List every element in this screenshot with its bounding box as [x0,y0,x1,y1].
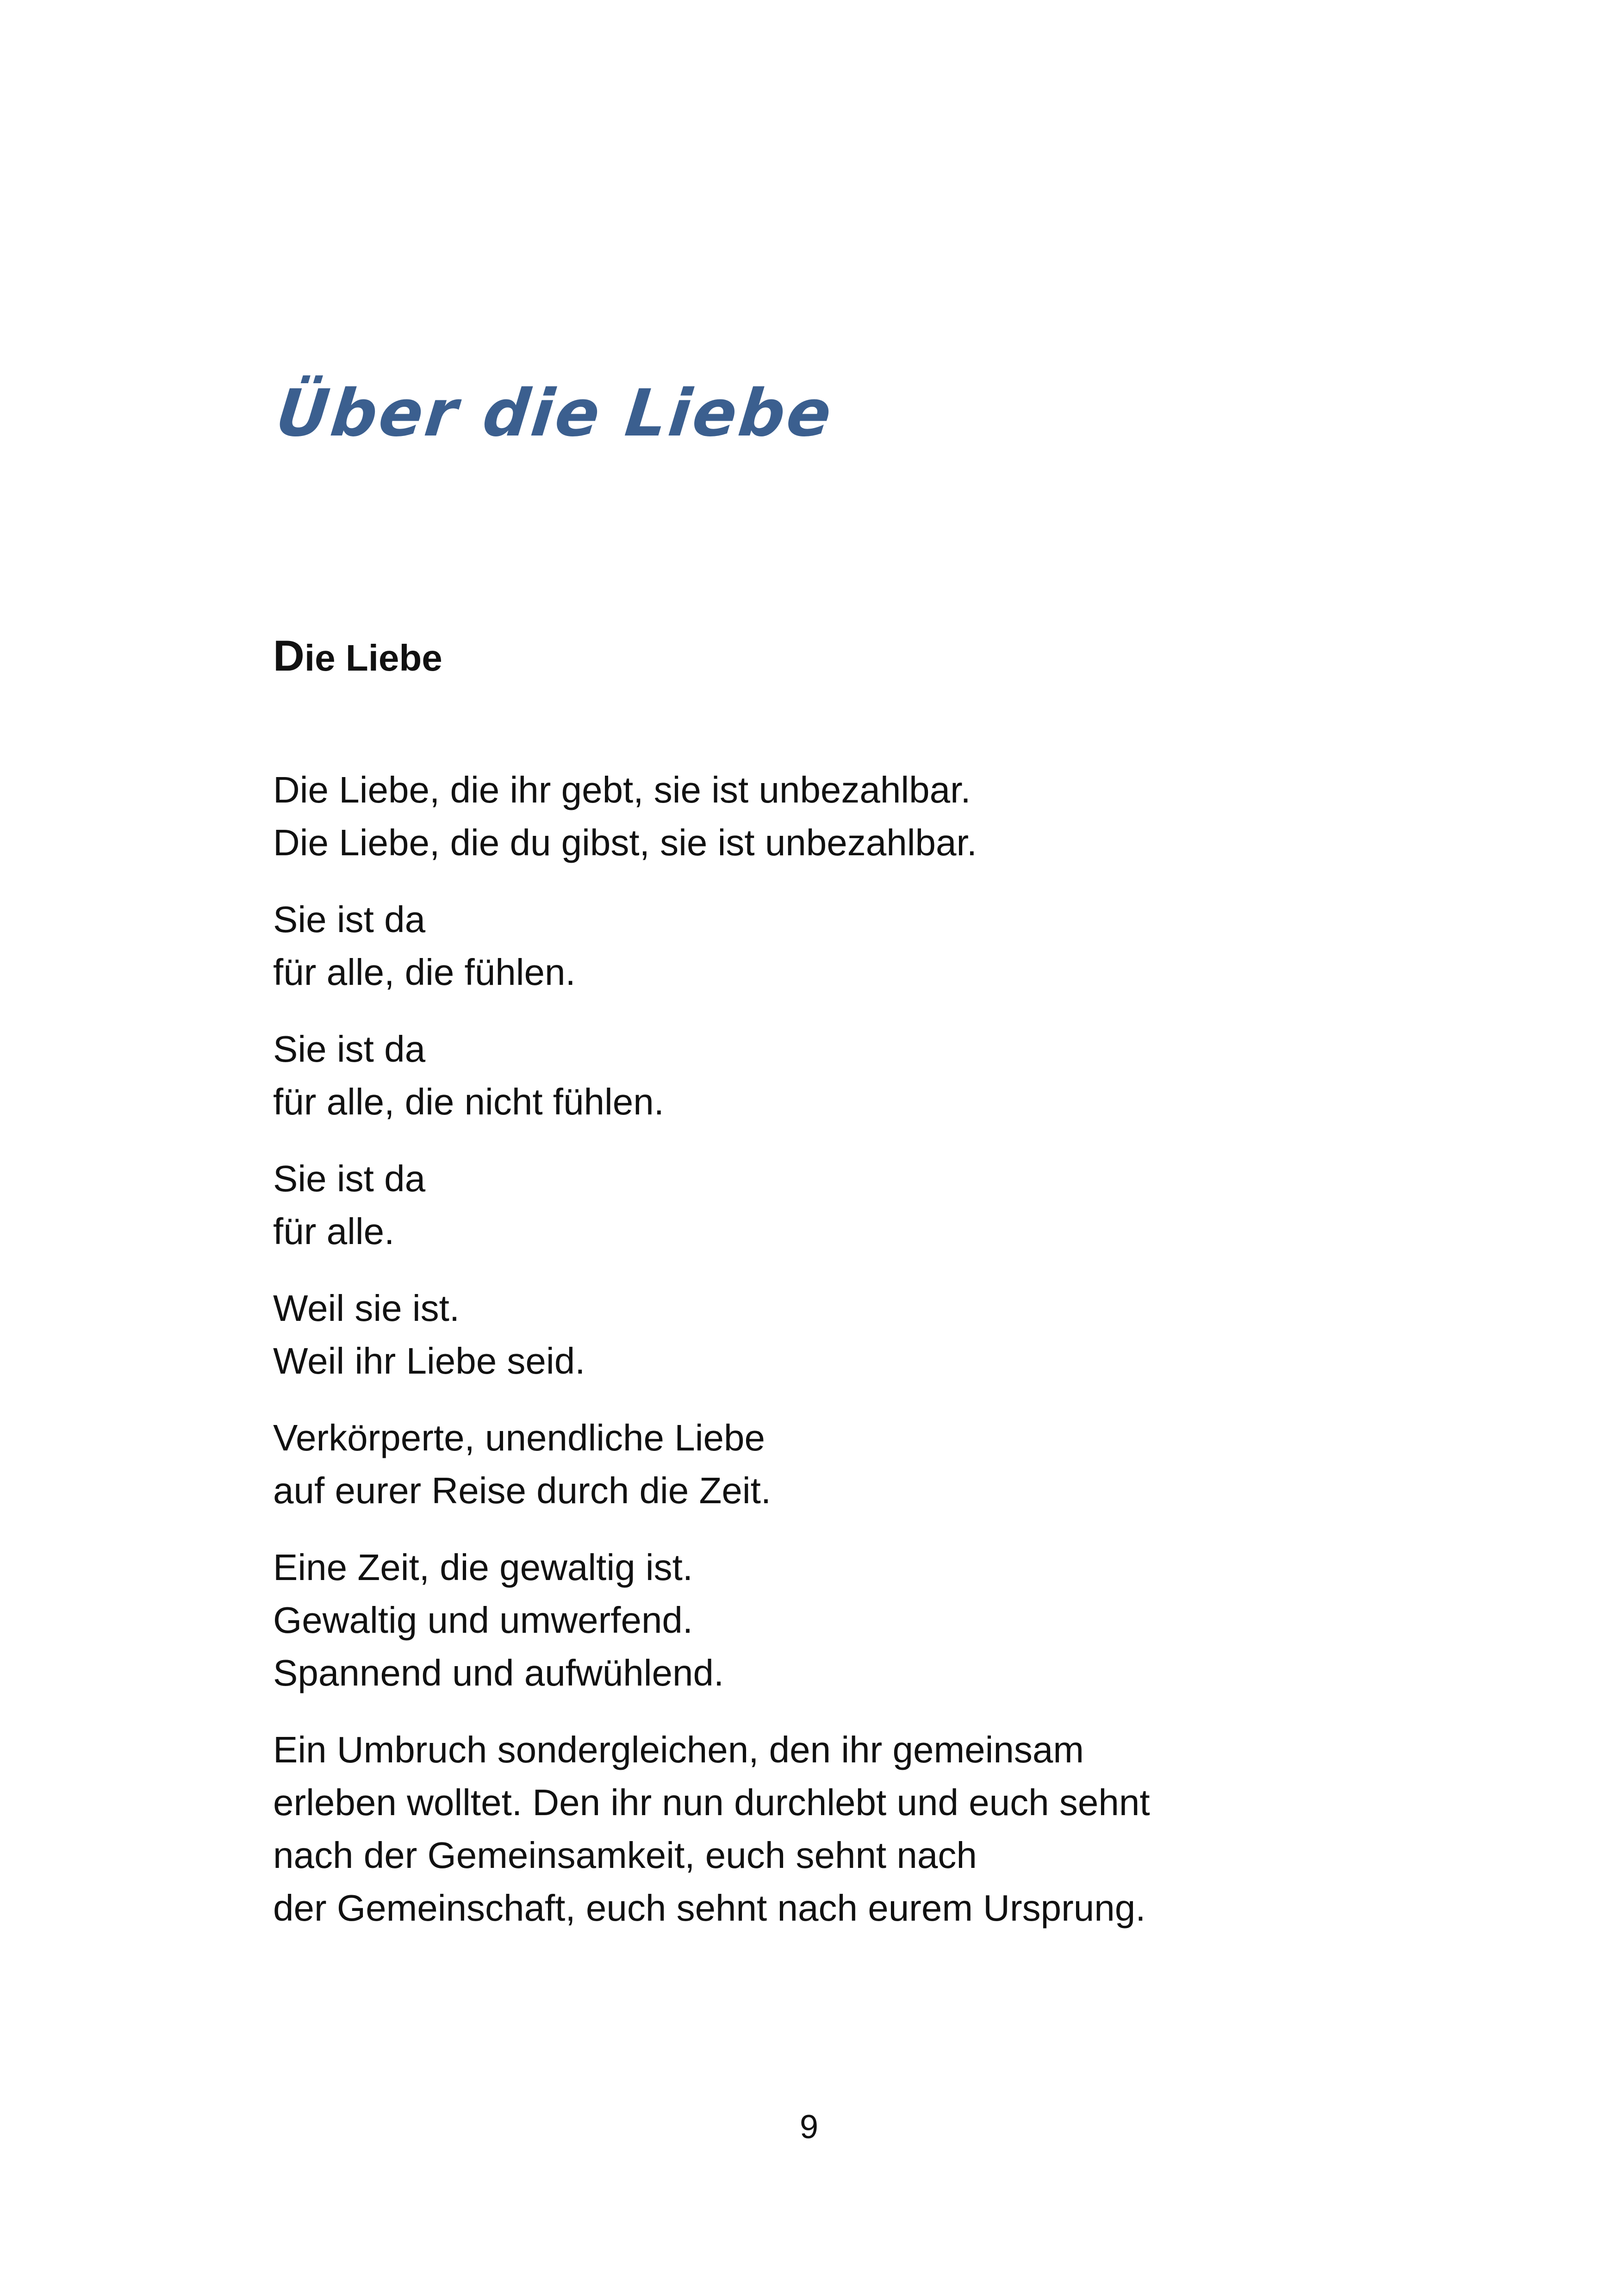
poem-line: nach der Gemeinsamkeit, euch sehnt nach [273,1835,977,1876]
poem-line: für alle. [273,1211,395,1252]
poem-title-initial: D [273,631,305,680]
poem-line: der Gemeinschaft, euch sehnt nach eurem Ursprung. [273,1887,1146,1929]
poem-line: Eine Zeit, die gewaltig ist. [273,1547,693,1588]
stanza [273,1412,1384,1517]
poem-line: Weil ihr Liebe seid. [273,1340,585,1381]
chapter-title: Über die Liebe [272,375,837,451]
stanza [273,1282,1384,1388]
poem-line: Die Liebe, die du gibst, sie ist unbezahlbar. [273,822,977,863]
stanza [273,1724,1384,1935]
poem-line: erleben wolltet. Den ihr nun durchlebt und euch sehnt [273,1782,1150,1823]
poem-title [273,631,442,680]
stanza [273,1023,1384,1128]
poem-line: Die Liebe, die ihr gebt, sie ist unbezahlbar. [273,769,971,810]
stanza [273,893,1384,999]
poem-line: auf eurer Reise durch die Zeit. [273,1470,772,1511]
poem-title-rest: ie Liebe [304,637,442,678]
page-number: 9 [799,2109,819,2146]
poem-line: Weil sie ist. [273,1288,460,1329]
stanza [273,1541,1384,1699]
poem-body [273,764,1384,1959]
poem-line: Ein Umbruch sondergleichen, den ihr gemeinsam [273,1729,1084,1770]
poem-line: Sie ist da [273,899,426,940]
stanza [273,1152,1384,1258]
poem-line: für alle, die nicht fühlen. [273,1081,664,1122]
poem-line: für alle, die fühlen. [273,952,576,993]
poem-line: Sie ist da [273,1158,426,1199]
stanza [273,764,1384,869]
poem-line: Gewaltig und umwerfend. [273,1599,693,1641]
poem-line: Verkörperte, unendliche Liebe [273,1417,765,1458]
poem-line: Sie ist da [273,1028,426,1070]
poem-line: Spannend und aufwühlend. [273,1652,724,1693]
